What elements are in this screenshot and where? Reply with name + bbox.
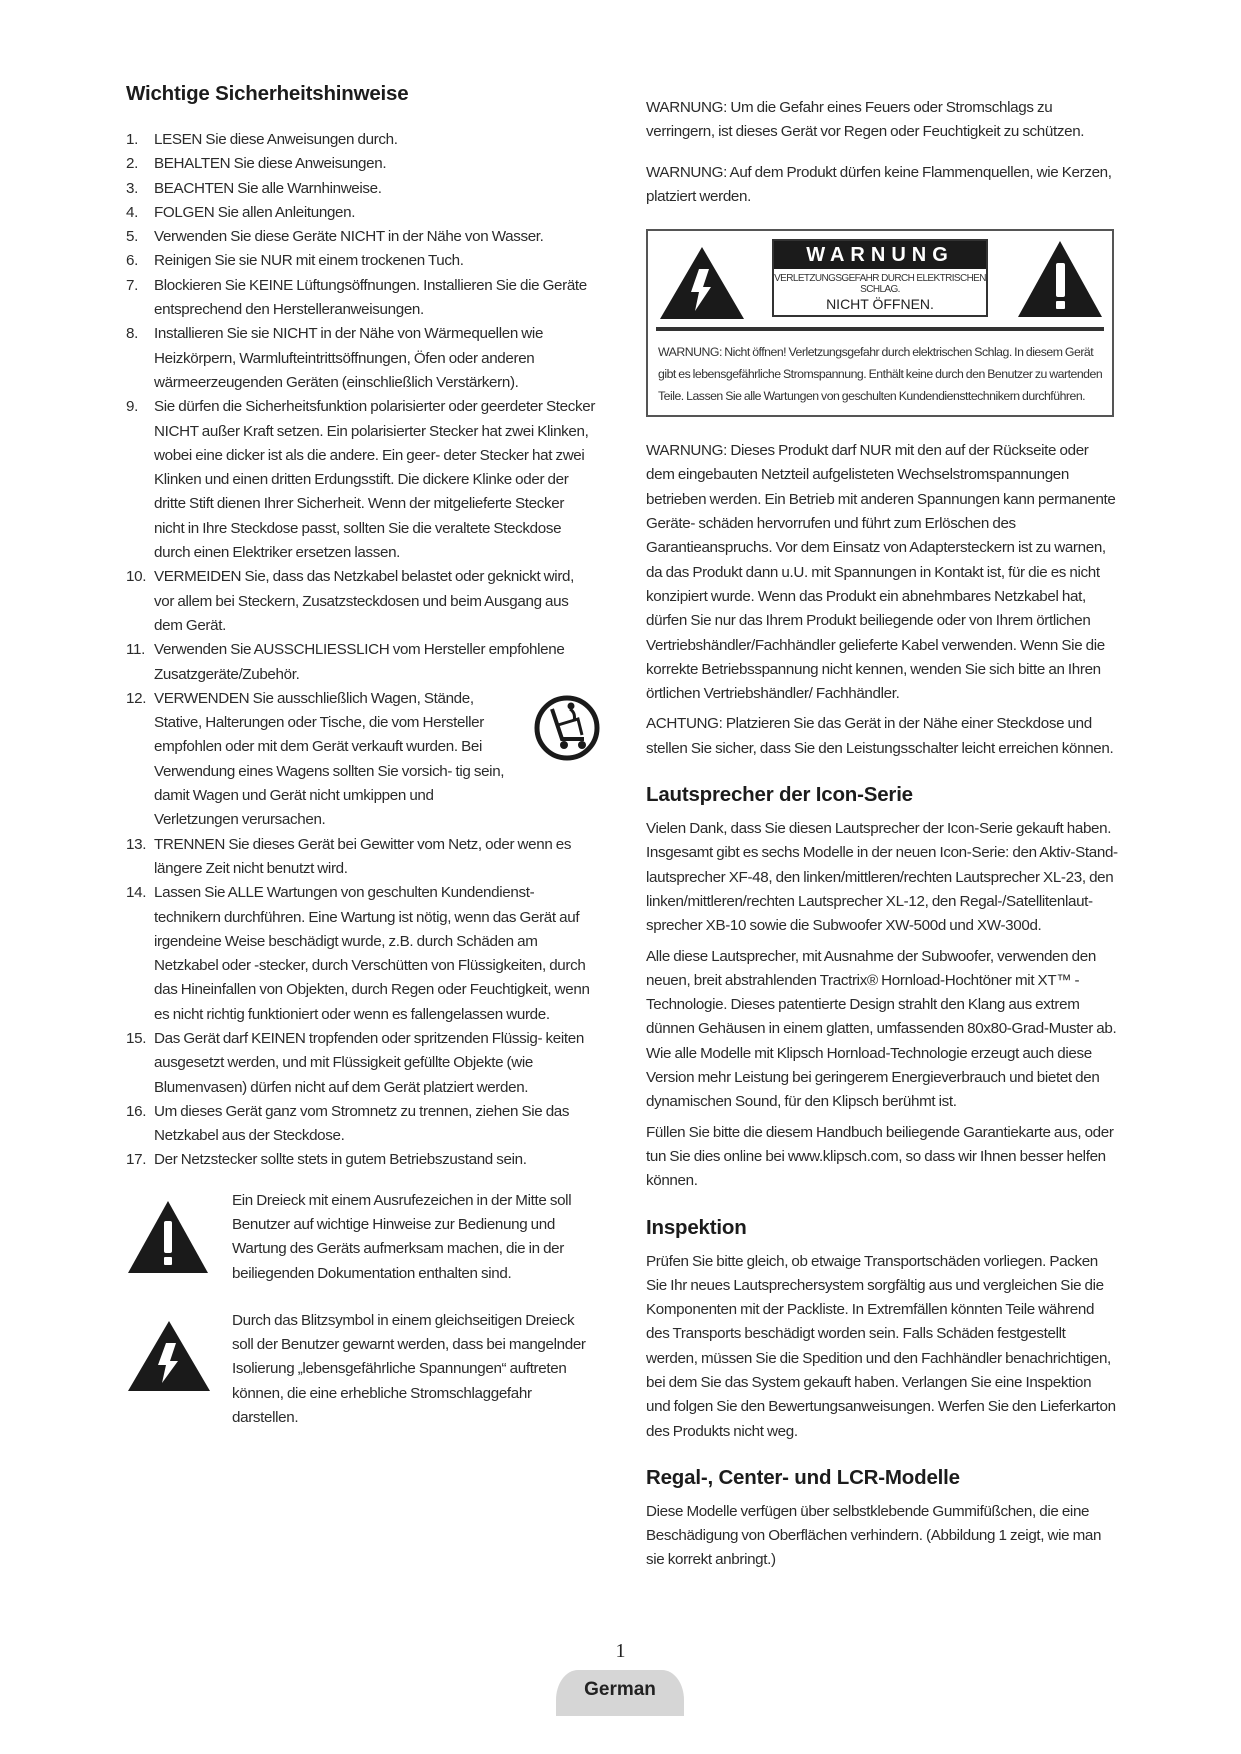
warning-rain: WARNUNG: Um die Gefahr eines Feuers oder Stromschlags zu verringern, ist dieses Gerät vor Regen oder Feuchtigkeit zu schützen. bbox=[646, 99, 1085, 141]
section-title-shelf-models: Regal-, Center- und LCR-Modelle bbox=[646, 1465, 960, 1489]
rule-item: 3. BEACHTEN Sie alle Warnhinweise. bbox=[126, 179, 382, 197]
shock-warning-label bbox=[646, 229, 1114, 417]
safety-rules-list bbox=[126, 128, 596, 1173]
rule-item: 17. Der Netzstecker sollte stets in gutem Betriebszustand sein. bbox=[126, 1151, 527, 1169]
icon-series-paragraph-3: Füllen Sie bitte die diesem Handbuch beiliegende Garantiekarte aus, oder tun Sie dies online bei www.klipsch.com, so dass wir Ihnen besser helfen können. bbox=[646, 1123, 1114, 1190]
page-number: 1 bbox=[615, 1640, 626, 1662]
lightning-symbol-note: Durch das Blitzsymbol in einem gleichseitigen Dreieck soll der Benutzer gewarnt werden, dass bei mangelnder Isolierung „lebensgefährliche Spannungen“ auftreten können, die eine erhebliche Stromschlaggefahr darstellen. bbox=[126, 1309, 596, 1430]
rule-item-cart: 12. VERWENDEN Sie ausschließlich Wagen, Stände, Stative, Halterungen oder Tische, die vom Hersteller empfohlen oder mit dem Gerät verkauft wurden. Bei Verwendung eines Wagens sollten Sie vorsich- tig sein, damit Wagen und Gerät nicht umkippen und Verletzungen verursachen. bbox=[126, 687, 596, 833]
right-column bbox=[646, 96, 1118, 1573]
left-column bbox=[126, 82, 596, 1430]
section-title-inspection: Inspektion bbox=[646, 1215, 747, 1239]
warning-label-do-not-open: NICHT ÖFFNEN. bbox=[826, 296, 934, 313]
rule-item: 15. Das Gerät darf KEINEN tropfenden oder spritzenden Flüssig- keiten ausgesetzt werden, und mit Flüssigkeit gefüllte Objekte (wie Blumenvasen) dürfen nicht auf dem Gerät platziert werden. bbox=[126, 1029, 584, 1096]
shelf-models-paragraph: Diese Modelle verfügen über selbstklebende Gummifüßchen, die eine Beschädigung von Oberflächen verhindern. (Abbildung 1 zeigt, wie man sie korrekt anbringt.) bbox=[646, 1502, 1102, 1569]
warning-label-center bbox=[772, 239, 988, 317]
rule-item: 7. Blockieren Sie KEINE Lüftungsöffnungen. Installieren Sie die Geräte entsprechend den Herstelleranweisungen. bbox=[126, 276, 587, 319]
rule-item: 11. Verwenden Sie AUSSCHLIESSLICH vom Hersteller empfohlene Zusatzgeräte/Zubehör. bbox=[126, 641, 565, 683]
section-title-icon-series: Lautsprecher der Icon-Serie bbox=[646, 783, 913, 807]
exclamation-triangle-icon bbox=[126, 1199, 210, 1275]
rule-item: 6. Reinigen Sie sie NUR mit einem trockenen Tuch. bbox=[126, 252, 464, 270]
warning-flame: WARNUNG: Auf dem Produkt dürfen keine Flammenquellen, wie Kerzen, platziert werden. bbox=[646, 163, 1112, 205]
warning-label-text: WARNUNG: Nicht öffnen! Verletzungsgefahr durch elektrischen Schlag. In diesem Gerät gibt es lebensgefährliche Stromspannung. Enthält keine durch den Benutzer zu wartenden Teile. Lassen Sie alle Wartungen von geschulten Kundendiensttechnikern durchführen. bbox=[658, 345, 1103, 404]
language-tab: German bbox=[556, 1670, 684, 1716]
rule-item: 1. LESEN Sie diese Anweisungen durch. bbox=[126, 131, 398, 148]
icon-series-paragraph-1: Vielen Dank, dass Sie diesen Lautsprecher der Icon-Serie gekauft haben. Insgesamt gibt es sechs Modelle in der neuen Icon-Serie: den Aktiv-Stand- lautsprecher XF-48, den linken/mittleren/rechten Lautsprecher XL-23, den linken/mittleren/rechten Lautsprecher XL-12, den Regal-/Satellitenlaut- sprecher XB-10 sowie die Subwoofer XW-500d und XW-300d. bbox=[646, 820, 1118, 935]
warning-label-divider bbox=[656, 327, 1104, 331]
inspection-paragraph: Prüfen Sie bitte gleich, ob etwaige Transportschäden vorliegen. Packen Sie Ihr neues Lautsprechersystem sorgfältig aus und vergleichen Sie die Komponenten mit der Packliste. In Extremfällen könnten Teile während des Transports beschädigt worden sein. Falls Schäden festgestellt werden, müssen Sie die Spedition und den Fachhändler benachrichtigen, bei dem Sie das System gekauft haben. Verlangen Sie eine Inspektion und folgen Sie den Bewertungsanweisungen. Werfen Sie den Lieferkarton des Produkts nicht weg. bbox=[646, 1252, 1116, 1440]
icon-series-paragraph-2: Alle diese Lautsprecher, mit Ausnahme der Subwoofer, verwenden den neuen, breit abstrahlenden Tractrix® Hornload-Hochtöner mit XT™ - Technologie. Dieses patentierte Design strahlt den Klang aus extrem dünnen Gehäusen in einem glatten, umfassenden 80x80-Grad-Muster ab. Wie alle Modelle mit Klipsch Hornload-Technologie erzeugt auch diese Version mehr Leistung bei geringerem Energieverbrauch und bietet den dynamischen Sound, für den Klipsch berühmt ist. bbox=[646, 947, 1117, 1111]
rule-item: 10. VERMEIDEN Sie, dass das Netzkabel belastet oder geknickt wird, vor allem bei Steckern, Zusatzsteckdosen und beim Ausgang aus dem Gerät. bbox=[126, 568, 574, 634]
rule-item: 9. Sie dürfen die Sicherheitsfunktion polarisierter oder geerdeter Stecker NICHT außer Kraft setzen. Ein polarisierter Stecker hat zwei Klinken, wobei eine dicker ist als die andere. Ein geer- deter Stecker hat zwei Klinken und einen dritten Erdungsstift. Die dickere Klinke oder der dritte Stift dienen Ihrer Sicherheit. Wenn der mitgelieferte Stecker nicht in Ihre Steckdose passt, sollten Sie die veraltete Steckdose durch einen Elektriker ersetzen lassen. bbox=[126, 398, 596, 562]
cart-tip-over-warning-icon bbox=[534, 695, 600, 761]
exclamation-triangle-icon bbox=[1016, 239, 1104, 319]
lightning-triangle-icon bbox=[658, 245, 746, 321]
rule-item: 4. FOLGEN Sie allen Anleitungen. bbox=[126, 203, 356, 221]
rule-item: 8. Installieren Sie sie NICHT in der Nähe von Wärmequellen wie Heizkörpern, Warmlufteintrittsöffnungen, Öfen oder anderen wärmeerzeugenden Geräten (einschließlich Verstärkern). bbox=[126, 325, 544, 391]
rule-item: 14. Lassen Sie ALLE Wartungen von geschulten Kundendienst- technikern durchführen. Eine Wartung ist nötig, wenn das Gerät auf irgendeine Weise beschädigt wurde, z.B. durch Schäden am Netzkabel oder -stecker, durch Verschütten von Flüssigkeiten, durch das Hineinfallen von Objekten, durch Regen oder Feuchtigkeit, wenn es nicht richtig funktioniert oder wenn es fallengelassen wurde. bbox=[126, 884, 590, 1023]
safety-title: Wichtige Sicherheitshinweise bbox=[126, 82, 409, 105]
rule-item: 5. Verwenden Sie diese Geräte NICHT in der Nähe von Wasser. bbox=[126, 228, 544, 246]
rule-item: 2. BEHALTEN Sie diese Anweisungen. bbox=[126, 155, 387, 173]
rule-item: 13. TRENNEN Sie dieses Gerät bei Gewitter vom Netz, oder wenn es längere Zeit nicht benutzt wird. bbox=[126, 835, 572, 877]
caution-outlet: ACHTUNG: Platzieren Sie das Gerät in der Nähe einer Steckdose und stellen Sie sicher, dass Sie den Leistungsschalter leicht erreichen können. bbox=[646, 715, 1114, 757]
rule-item: 16. Um dieses Gerät ganz vom Stromnetz zu trennen, ziehen Sie das Netzkabel aus der Steckdose. bbox=[126, 1102, 570, 1145]
lightning-triangle-icon bbox=[126, 1319, 212, 1393]
warning-voltage: WARNUNG: Dieses Produkt darf NUR mit den auf der Rückseite oder dem eingebauten Netzteil aufgelisteten Wechselstromspannungen betrieben werden. Ein Betrieb mit anderen Spannungen kann permanente Geräte- schäden hervorrufen und führt zum Erlöschen des Garantieanspruchs. Vor dem Einsatz von Adaptersteckern ist zu warnen, da das Produkt dann u.U. mit Spannungen in Kontakt ist, für die es nicht konzipiert wurde. Wenn das Produkt ein abnehmbares Netzkabel hat, dürfen Sie nur das Ihrem Produkt beiliegende oder von Ihrem örtlichen Vertriebshändler/Fachhändler gelieferte Kabel verwenden. Wenn Sie die korrekte Betriebsspannung nicht kennen, wenden Sie sich bitte an Ihren örtlichen Vertriebshändler/ Fachhändler. bbox=[646, 442, 1116, 703]
warning-label-subline: VERLETZUNGSGEFAHR DURCH ELEKTRISCHEN SCHLAG. bbox=[774, 273, 986, 296]
warning-label-heading: WARNUNG bbox=[774, 241, 986, 269]
exclamation-symbol-note: Ein Dreieck mit einem Ausrufezeichen in der Mitte soll Benutzer auf wichtige Hinweise zur Bedienung und Wartung des Geräts aufmerksam machen, die in der beiliegenden Dokumentation enthalten sind. bbox=[126, 1189, 596, 1289]
